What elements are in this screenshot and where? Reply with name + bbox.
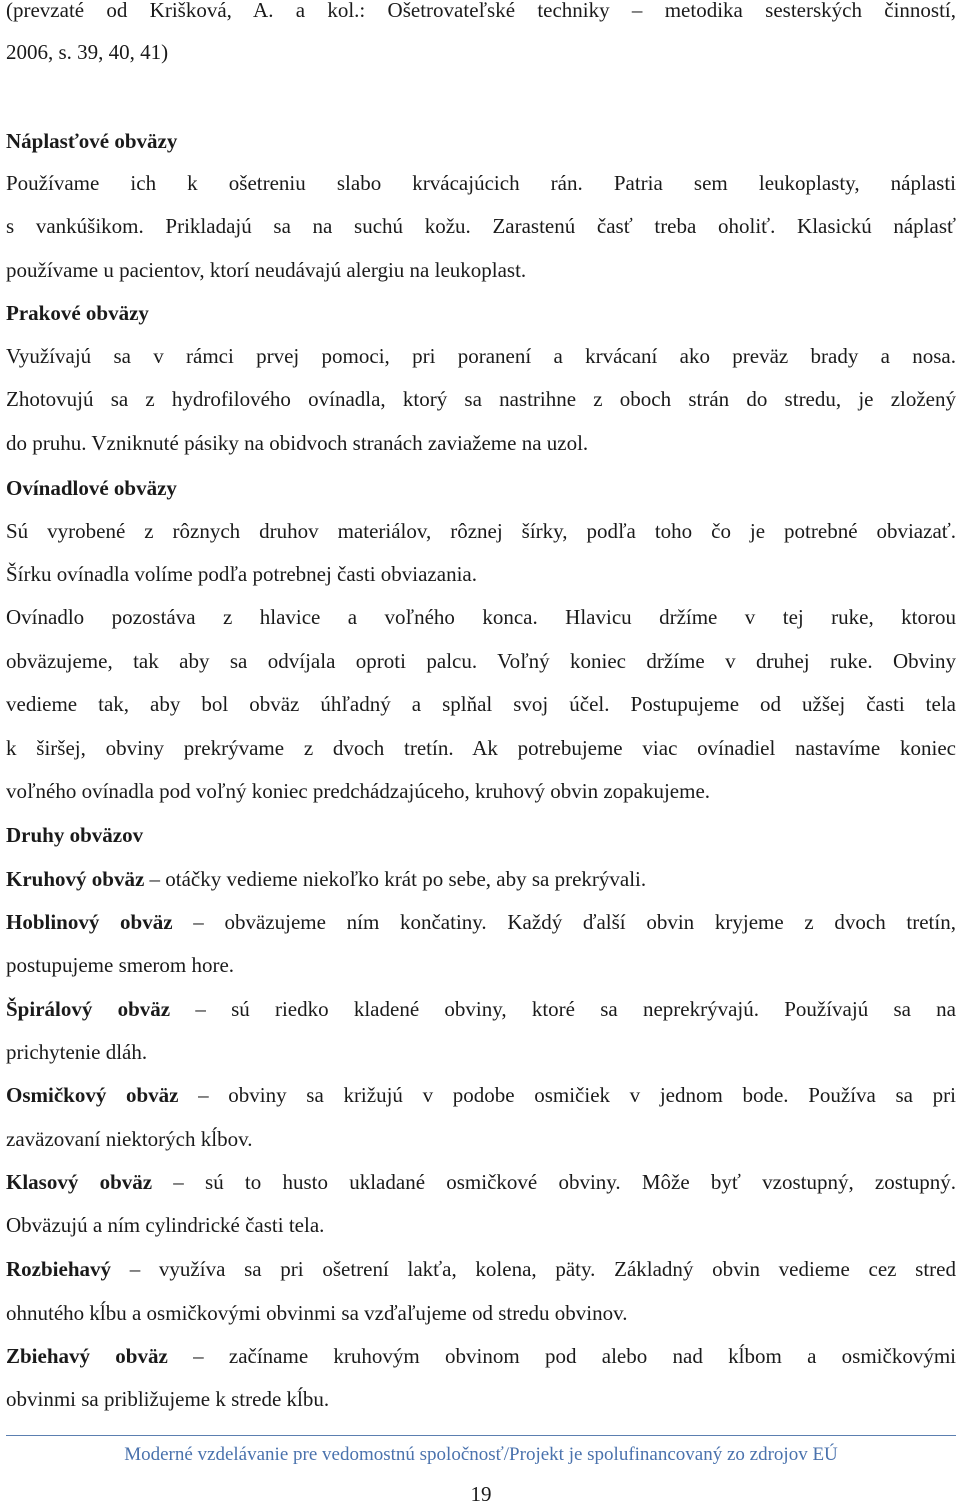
footer-divider	[6, 1435, 956, 1436]
paragraph-line: Obväzujú a ním cylindrické časti tela.	[6, 1213, 325, 1237]
paragraph-line: obväzujeme, tak aby sa odvíjala oproti palcu. Voľný koniec držíme v druhej ruke. Obviny	[6, 649, 956, 673]
definition: – využíva sa pri ošetrení lakťa, kolena, päty. Základný obvin vedieme cez stred	[111, 1257, 956, 1281]
heading-prakove-obvazy: Prakové obväzy	[6, 301, 149, 325]
page-number: 19	[470, 1482, 492, 1506]
footer-project-text: Moderné vzdelávanie pre vedomostnú spoločnosť/Projekt je spolufinancovaný zo zdrojov EÚ	[124, 1444, 838, 1465]
paragraph-line: voľného ovínadla pod voľný koniec predchádzajúceho, kruhový obvin zopakujeme.	[6, 779, 711, 803]
definition-kruhovy-obvaz	[6, 865, 956, 893]
term: Hoblinový obväz	[6, 910, 173, 934]
paragraph-line: postupujeme smerom hore.	[6, 953, 235, 977]
heading-naplastove-obvazy: Náplasťové obväzy	[6, 129, 178, 153]
paragraph-line: Šírku ovínadla volíme podľa potrebnej časti obviazania.	[6, 562, 477, 586]
term: Klasový obväz	[6, 1170, 153, 1194]
paragraph-line: vedieme tak, aby bol obväz úhľadný a splňal svoj účel. Postupujeme od užšej časti tela	[6, 692, 956, 716]
paragraph-line: Využívajú sa v rámci prvej pomoci, pri poranení a krvácaní ako preväz brady a nosa.	[6, 344, 956, 368]
paragraph-line: Ovínadlo pozostáva z hlavice a voľného konca. Hlavicu držíme v tej ruke, ktorou	[6, 605, 956, 629]
definition: – obviny sa križujú v podobe osmičiek v jednom bode. Používa sa pri	[178, 1083, 956, 1107]
term: Rozbiehavý	[6, 1257, 111, 1281]
term: Špirálový obväz	[6, 997, 171, 1021]
paragraph-line: ohnutého kĺbu a osmičkovými obvinmi sa vzďaľujeme od stredu obvinov.	[6, 1301, 628, 1325]
paragraph-line: s vankúšikom. Prikladajú sa na suchú kožu. Zarastenú časť treba oholiť. Klasickú náplasť	[6, 214, 956, 238]
heading-druhy-obvazov: Druhy obväzov	[6, 823, 144, 847]
citation-line-1: (prevzaté od Krišková, A. a kol.: Ošetrovateľské techniky – metodika sesterských činností,	[6, 0, 956, 22]
definition: – obväzujeme ním končatiny. Každý ďalší obvin kryjeme z dvoch tretín,	[172, 910, 956, 934]
definition: – otáčky vedieme niekoľko krát po sebe, aby sa prekrývali.	[144, 867, 647, 891]
definition-osmickovy-obvaz	[6, 1081, 956, 1109]
term: Zbiehavý obväz	[6, 1344, 168, 1368]
definition: – sú riedko kladené obviny, ktoré sa neprekrývajú. Používajú sa na	[170, 997, 956, 1021]
definition-rozbiehavy	[6, 1255, 956, 1283]
definition: – začíname kruhovým obvinom pod alebo nad kĺbom a osmičkovými	[167, 1344, 956, 1368]
term: Kruhový obväz	[6, 867, 145, 891]
paragraph-line: do pruhu. Vzniknuté pásiky na obidvoch stranách zaviažeme na uzol.	[6, 431, 589, 455]
paragraph-line: obvinmi sa približujeme k strede kĺbu.	[6, 1387, 330, 1411]
heading-ovinadlove-obvazy: Ovínadlové obväzy	[6, 476, 177, 500]
paragraph-line: k širšej, obviny prekrývame z dvoch tretín. Ak potrebujeme viac ovínadiel nastavíme koniec	[6, 736, 956, 760]
paragraph-line: zaväzovaní niektorých kĺbov.	[6, 1127, 253, 1151]
paragraph-line: prichytenie dláh.	[6, 1040, 148, 1064]
paragraph-line: používame u pacientov, ktorí neudávajú alergiu na leukoplast.	[6, 258, 527, 282]
definition-spiralovy-obvaz	[6, 995, 956, 1023]
definition-hoblinovy-obvaz	[6, 908, 956, 936]
definition-zbiehavy-obvaz	[6, 1342, 956, 1370]
citation-line-2: 2006, s. 39, 40, 41)	[6, 40, 169, 64]
definition: – sú to husto ukladané osmičkové obviny. Môže byť vzostupný, zostupný.	[152, 1170, 956, 1194]
definition-klasovy-obvaz	[6, 1168, 956, 1196]
term: Osmičkový obväz	[6, 1083, 179, 1107]
paragraph-line: Používame ich k ošetreniu slabo krvácajúcich rán. Patria sem leukoplasty, náplasti	[6, 171, 956, 195]
paragraph-line: Zhotovujú sa z hydrofilového ovínadla, ktorý sa nastrihne z oboch strán do stredu, je zložený	[6, 387, 956, 411]
paragraph-line: Sú vyrobené z rôznych druhov materiálov, rôznej šírky, podľa toho čo je potrebné obviazať.	[6, 519, 956, 543]
